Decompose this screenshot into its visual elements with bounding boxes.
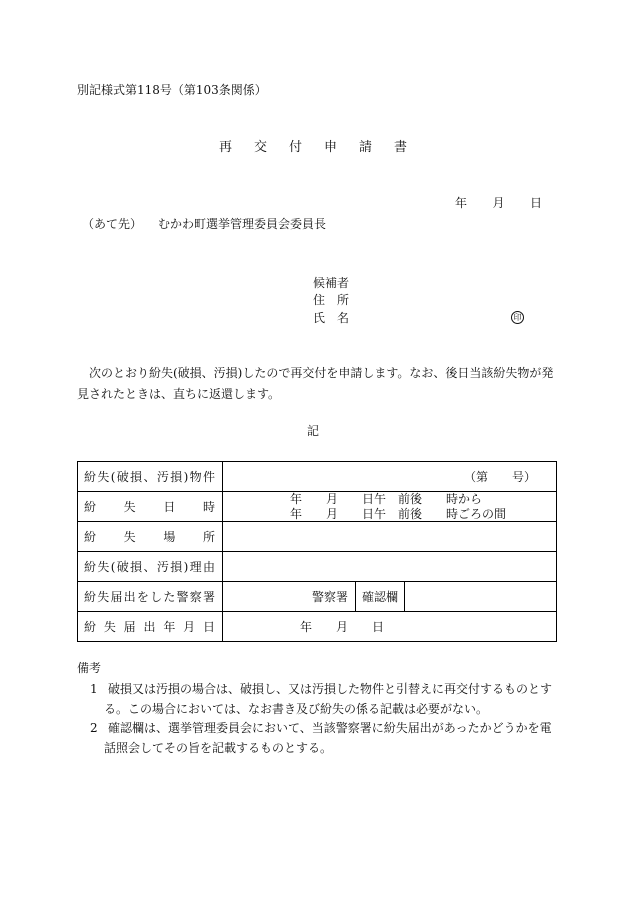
ki-heading: 記: [307, 424, 320, 438]
form-number: 別記様式第118号（第103条関係）: [77, 83, 267, 97]
applicant-name-label: 氏 名: [313, 311, 350, 325]
datetime-from-line: 年 月 日午 前後 時から: [290, 492, 483, 506]
addressee-name: むかわ町選挙管理委員会委員長: [158, 217, 327, 231]
row-label-cell: [78, 582, 223, 611]
note-item: [77, 719, 557, 758]
row-label-cell: [78, 612, 223, 641]
notes-list: [77, 680, 557, 758]
table-row-lost-reason: [78, 551, 556, 581]
report-date-field: 年 月 日: [300, 619, 385, 634]
row-label-cell: [78, 462, 223, 491]
lost-datetime-field: [223, 492, 556, 521]
row-label: 紛失届出をした警察署: [84, 589, 215, 604]
row-label: 紛失場所: [84, 529, 215, 544]
note-text: 破損又は汚損の場合は、破損し、又は汚損した物件と引替えに再交付するものとする。この場合においては、なお書き及び紛失の係る記載は必要がない。: [104, 682, 553, 716]
police-station-cell: [223, 582, 356, 611]
request-statement: 次のとおり紛失(破損、汚損)したので再交付を申請します。なお、後日当該紛失物が発見されたときは、直ちに返還します。: [77, 366, 554, 401]
note-number: 1: [90, 682, 98, 696]
row-label-cell: [78, 492, 223, 521]
police-station-suffix: 警察署: [311, 589, 348, 604]
row-label-cell: [78, 552, 223, 581]
table-row-police-station: [78, 581, 556, 611]
table-row-report-date: [78, 611, 556, 641]
lost-item-number-field: （第 号）: [463, 469, 536, 484]
confirmation-label: 確認欄: [361, 589, 398, 604]
police-station-field: [223, 582, 556, 611]
datetime-until-line: 年 月 日午 前後 時ごろの間: [290, 506, 507, 521]
lost-reason-field: [223, 552, 556, 581]
applicant-address-label: 住 所: [313, 293, 350, 307]
row-label: 紛失(破損、汚損)物件: [84, 469, 215, 484]
table-row-lost-place: [78, 521, 556, 551]
table-row-lost-datetime: [78, 491, 556, 521]
details-table: [77, 461, 557, 642]
note-text: 確認欄は、選挙管理委員会において、当該警察署に紛失届出があったかどうかを電話照会してその旨を記載するものとする。: [104, 721, 552, 755]
row-label: 紛失届出年月日: [84, 619, 215, 634]
note-item: [77, 680, 557, 719]
seal-mark: 印: [511, 311, 524, 324]
document-title: 再交付申請書: [219, 140, 430, 155]
confirmation-field: [405, 582, 556, 611]
note-number: 2: [90, 721, 98, 735]
applicant-role: 候補者: [313, 276, 350, 290]
row-label: 紛失日時: [84, 499, 215, 514]
confirmation-label-cell: [356, 582, 405, 611]
date-line: 年 月 日: [455, 196, 543, 210]
addressee-label: （あて先）: [82, 217, 143, 231]
table-row-lost-item: [78, 462, 556, 491]
lost-place-field: [223, 522, 556, 551]
notes-heading: 備考: [77, 661, 102, 675]
row-label-cell: [78, 522, 223, 551]
row-label: 紛失(破損、汚損)理由: [84, 559, 215, 574]
